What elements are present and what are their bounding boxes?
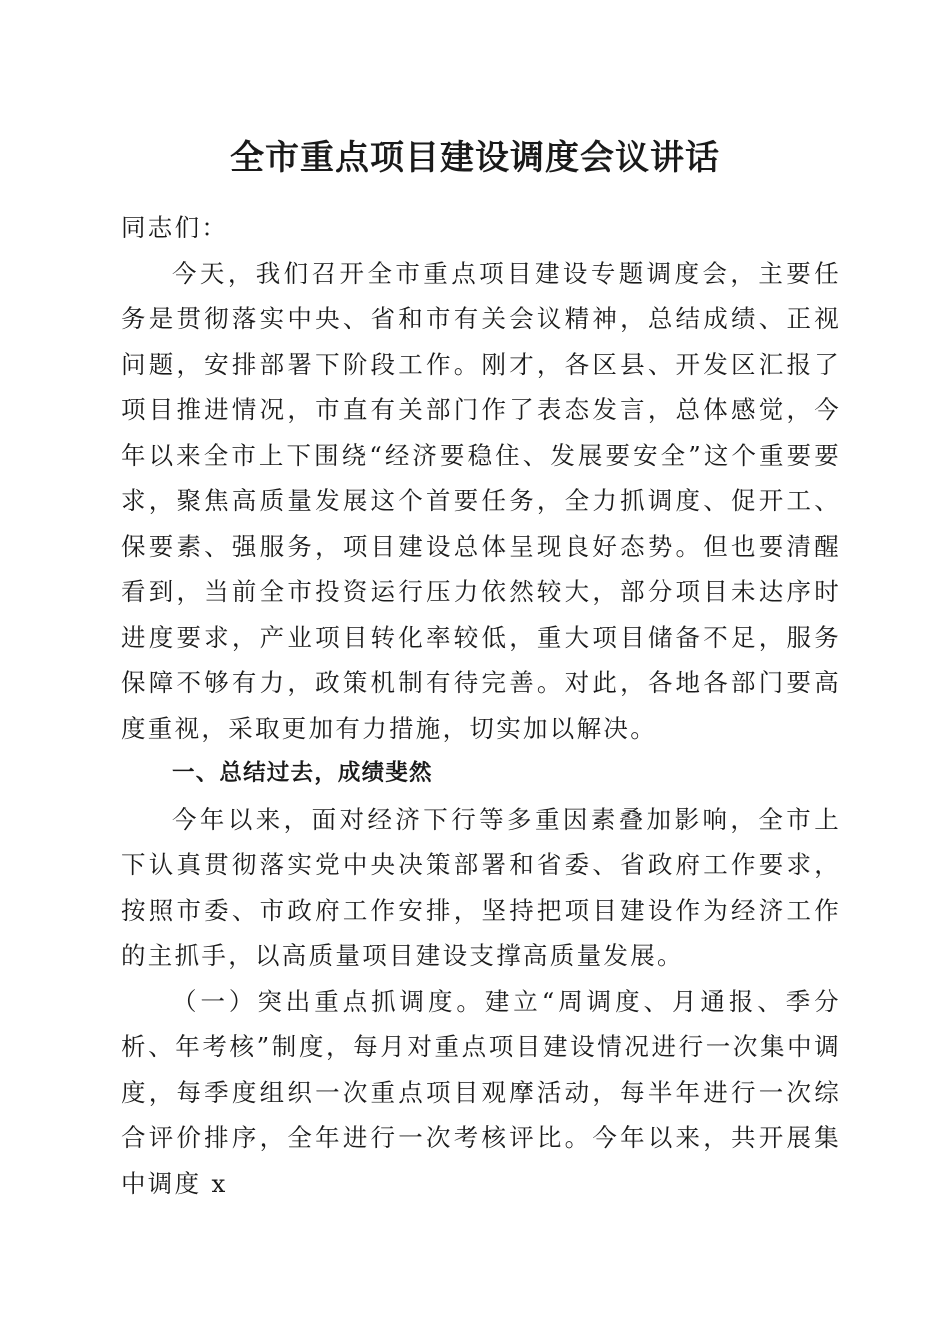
item-1-body: 建立“周调度、月通报、季分析、年考核”制度，每月对重点项目建设情况进行一次集中调度，每季度组织一次重点项目观摩活动，每半年进行一次综合评价排序，全年进行一次考核评比。今年以来，共开展集中调度 x [121, 986, 841, 1198]
section-heading-1: 一、总结过去，成绩斐然 [172, 760, 433, 786]
section-1-item-1 [121, 979, 841, 1207]
opening-paragraph: 今天，我们召开全市重点项目建设专题调度会，主要任务是贯彻落实中央、省和市有关会议精神，总结成绩、正视问题，安排部署下阶段工作。刚才，各区县、开发区汇报了项目推进情况，市直有关部门作了表态发言，总体感觉，今年以来全市上下围绕“经济要稳住、发展要安全”这个重要要求，聚焦高质量发展这个首要任务，全力抓调度、促开工、保要素、强服务，项目建设总体呈现良好态势。但也要清醒看到，当前全市投资运行压力依然较大，部分项目未达序时进度要求，产业项目转化率较低，重大项目储备不足，服务保障不够有力，政策机制有待完善。对此，各地各部门要高度重视，采取更加有力措施，切实加以解决。 [121, 258, 841, 743]
section-1-intro: 今年以来，面对经济下行等多重因素叠加影响，全市上下认真贯彻落实党中央决策部署和省委、省政府工作要求，按照市委、市政府工作安排，坚持把项目建设作为经济工作的主抓手，以高质量项目建设支撑高质量发展。 [121, 804, 841, 970]
item-1-lead: （一）突出重点抓调度。 [172, 986, 485, 1016]
salutation: 同志们： [121, 213, 229, 242]
document-body [121, 205, 841, 1206]
document-title: 全市重点项目建设调度会议讲话 [230, 138, 720, 178]
